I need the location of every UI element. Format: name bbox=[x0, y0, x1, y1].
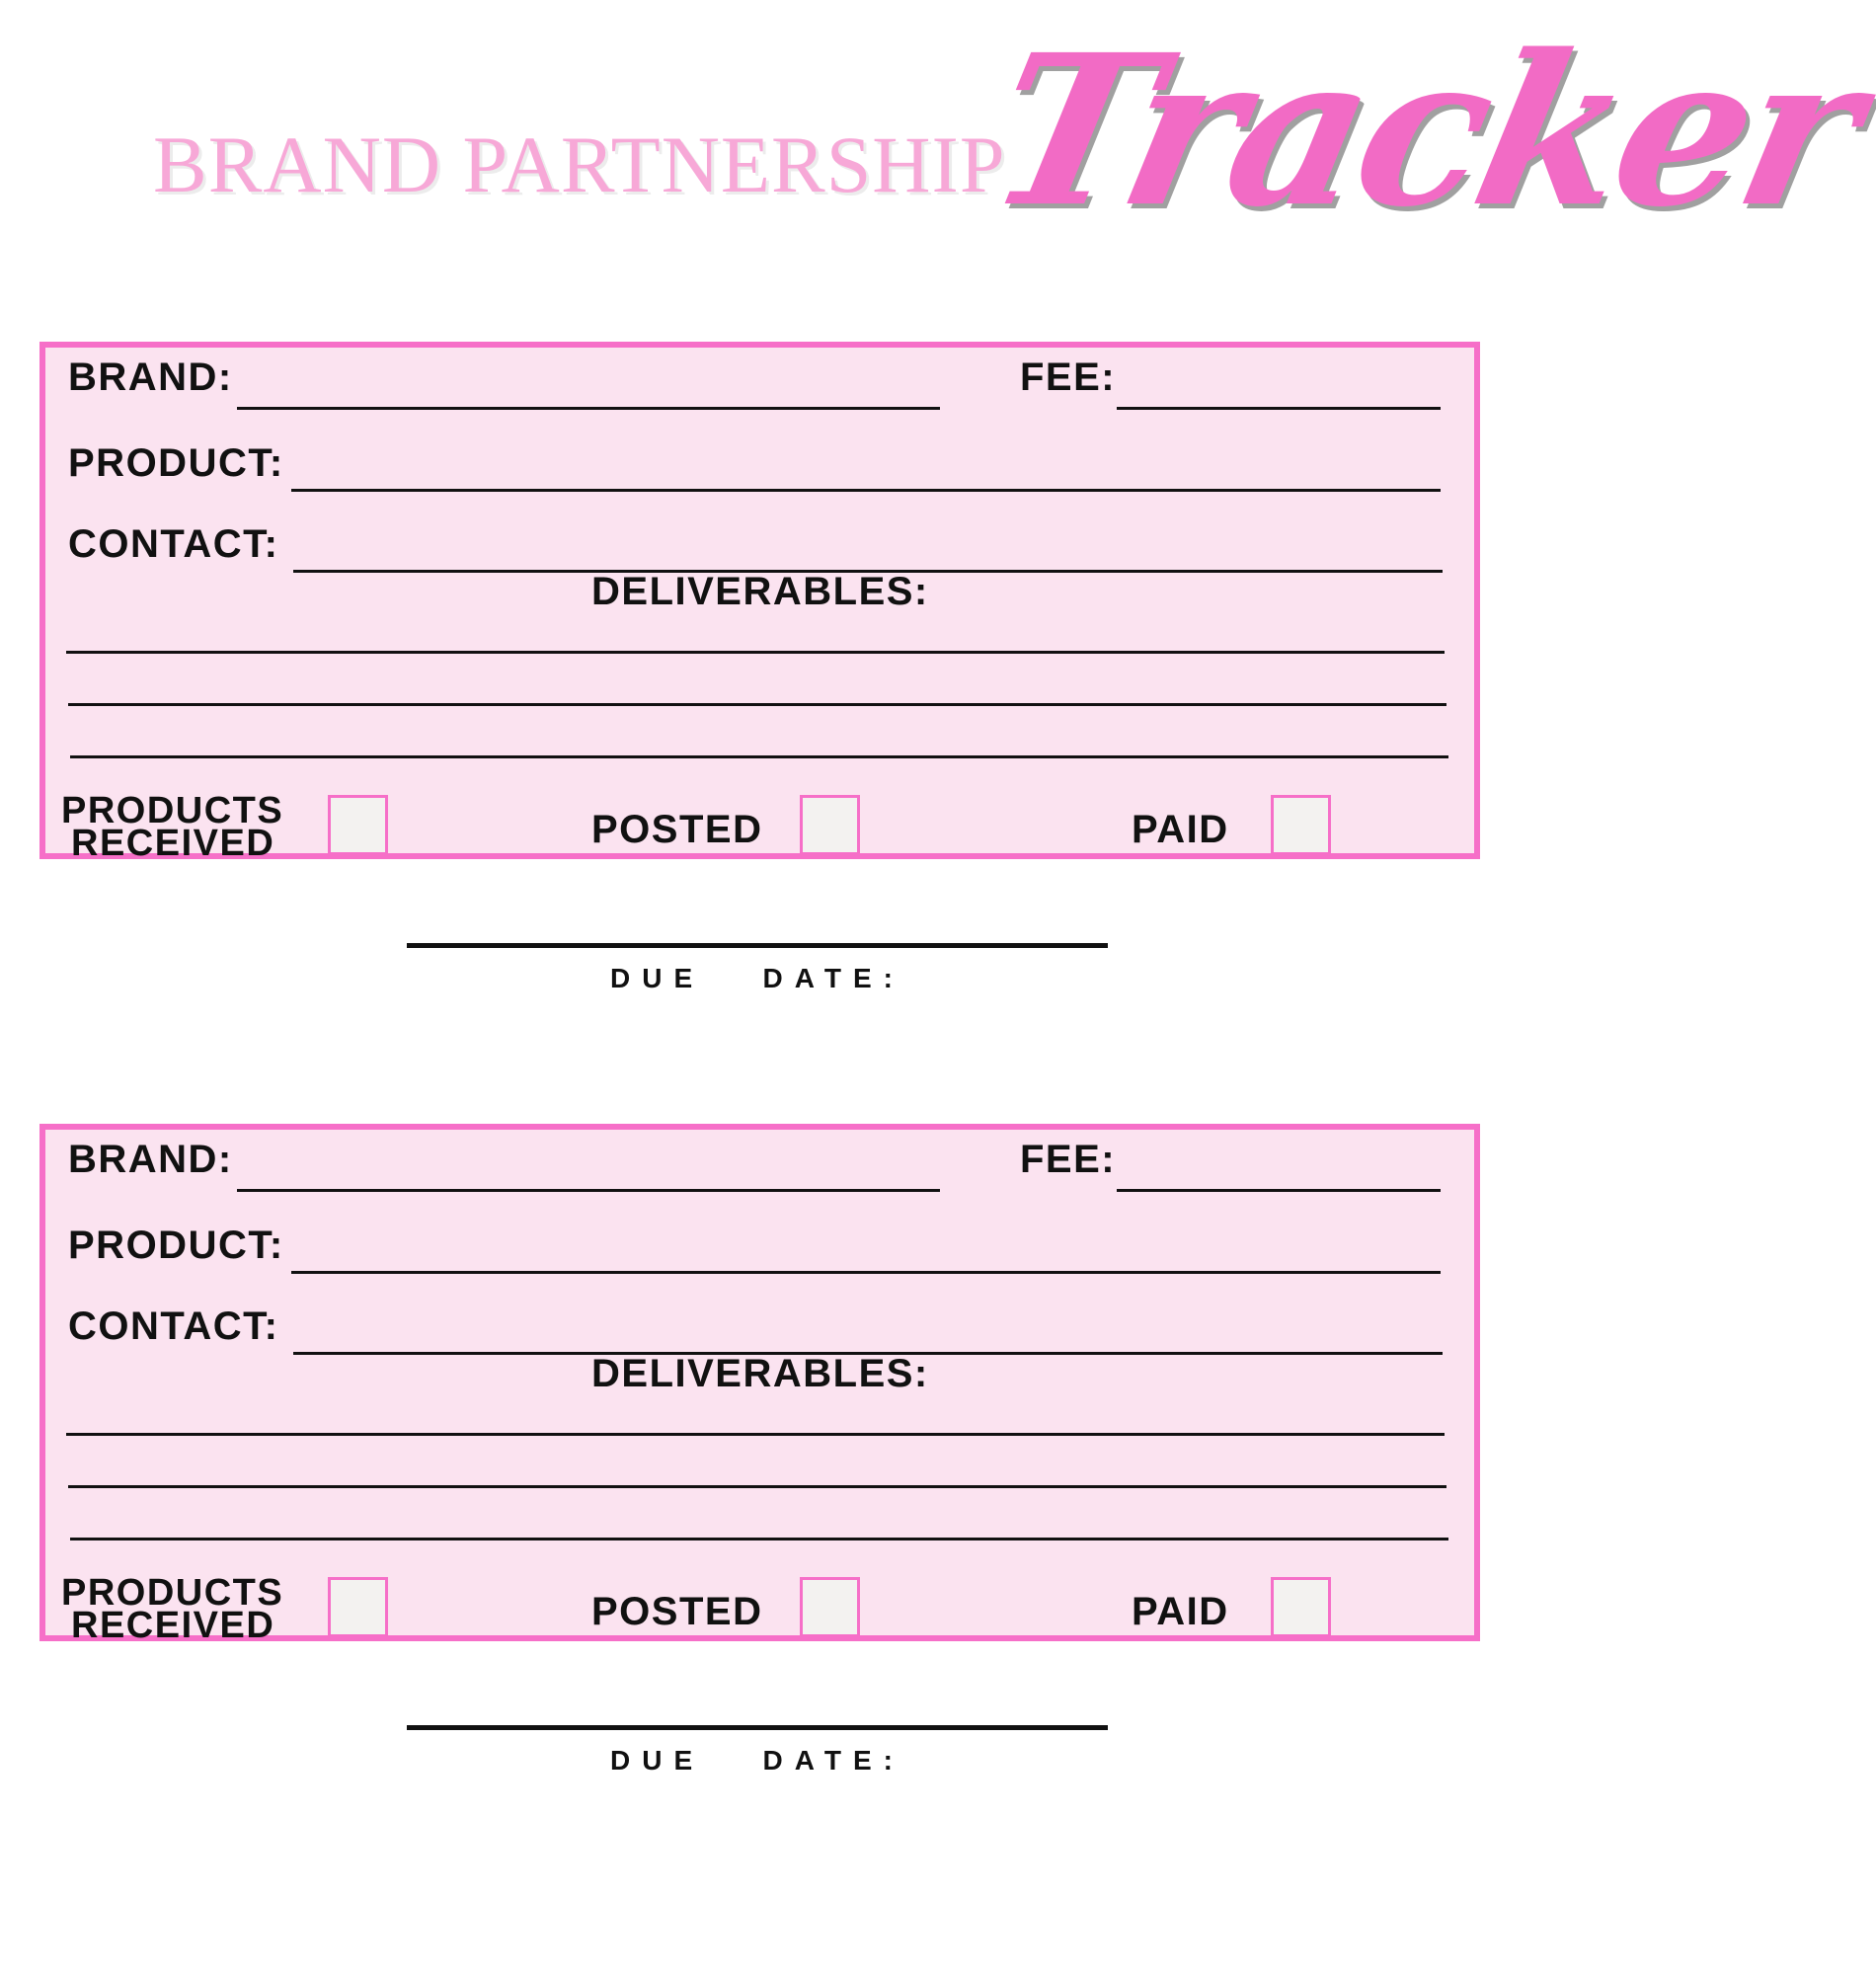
products-received-label bbox=[61, 1572, 284, 1646]
products-received-checkbox[interactable] bbox=[328, 795, 388, 855]
deliverables-line-1[interactable] bbox=[66, 651, 1445, 654]
products-received-label-line1: PRODUCTS bbox=[61, 790, 284, 831]
due-date-field-1[interactable] bbox=[407, 943, 1108, 948]
posted-checkbox[interactable] bbox=[800, 1577, 860, 1637]
fee-label: FEE: bbox=[1020, 1138, 1117, 1181]
paid-checkbox[interactable] bbox=[1271, 795, 1331, 855]
contact-label: CONTACT: bbox=[68, 522, 279, 566]
paid-checkbox[interactable] bbox=[1271, 1577, 1331, 1637]
product-field[interactable] bbox=[291, 1271, 1441, 1274]
posted-label: POSTED bbox=[591, 808, 763, 851]
products-received-label-line1: PRODUCTS bbox=[61, 1572, 284, 1614]
product-field[interactable] bbox=[291, 489, 1441, 492]
product-label: PRODUCT: bbox=[68, 1224, 284, 1267]
fee-field[interactable] bbox=[1117, 407, 1441, 410]
paid-label: PAID bbox=[1132, 808, 1229, 851]
brand-label: BRAND: bbox=[68, 356, 233, 399]
posted-checkbox[interactable] bbox=[800, 795, 860, 855]
deliverables-line-2[interactable] bbox=[68, 1485, 1446, 1488]
brand-field[interactable] bbox=[237, 407, 940, 410]
products-received-label bbox=[61, 790, 284, 864]
product-label: PRODUCT: bbox=[68, 441, 284, 485]
partnership-card-2 bbox=[39, 1124, 1480, 1646]
due-date-field-2[interactable] bbox=[407, 1725, 1108, 1730]
deliverables-line-2[interactable] bbox=[68, 703, 1446, 706]
partnership-card-1 bbox=[39, 342, 1480, 864]
products-received-checkbox[interactable] bbox=[328, 1577, 388, 1637]
products-received-label-line2: RECEIVED bbox=[71, 823, 275, 864]
page-script-title: Tracker bbox=[971, 9, 1876, 253]
due-date-label-1: DUE DATE: bbox=[610, 963, 904, 993]
brand-field[interactable] bbox=[237, 1189, 940, 1192]
posted-label: POSTED bbox=[591, 1590, 763, 1633]
brand-label: BRAND: bbox=[68, 1138, 233, 1181]
contact-label: CONTACT: bbox=[68, 1304, 279, 1348]
deliverables-line-3[interactable] bbox=[70, 1538, 1448, 1540]
fee-label: FEE: bbox=[1020, 356, 1117, 399]
products-received-label-line2: RECEIVED bbox=[71, 1605, 275, 1646]
page-title: BRAND PARTNERSHIP bbox=[153, 119, 1006, 209]
fee-field[interactable] bbox=[1117, 1189, 1441, 1192]
deliverables-line-1[interactable] bbox=[66, 1433, 1445, 1436]
deliverables-line-3[interactable] bbox=[70, 755, 1448, 758]
paid-label: PAID bbox=[1132, 1590, 1229, 1633]
deliverables-label: DELIVERABLES: bbox=[591, 570, 929, 613]
page-header bbox=[0, 0, 1876, 326]
deliverables-label: DELIVERABLES: bbox=[591, 1352, 929, 1395]
due-date-label-2: DUE DATE: bbox=[610, 1745, 904, 1776]
